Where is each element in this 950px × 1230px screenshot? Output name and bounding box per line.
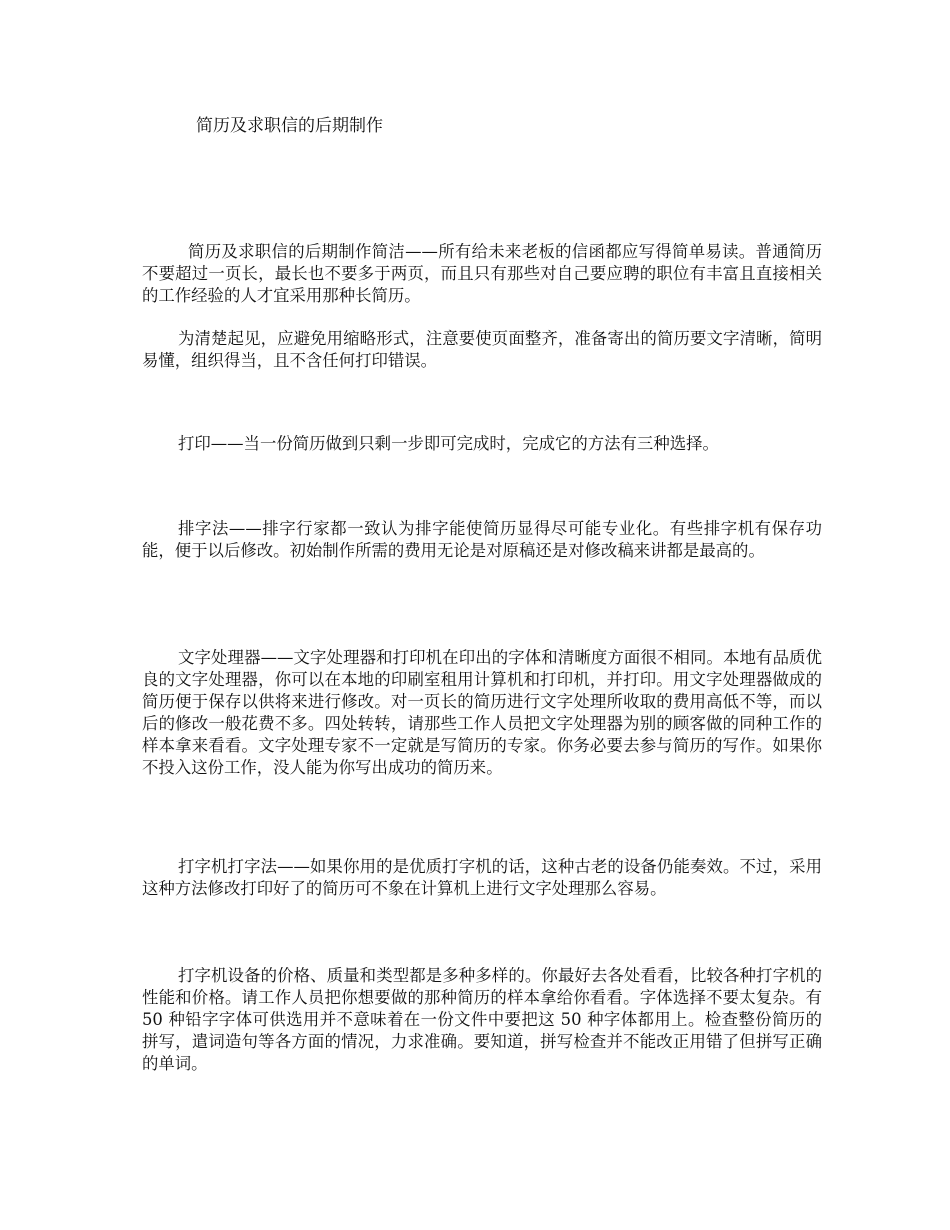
paragraph-intro: 简历及求职信的后期制作简洁——所有给未来老板的信函都应写得简单易读。普通简历不要超过一页长，最长也不要多于两页，而且只有那些对自己要应聘的职位有丰富且直接相关的工作经验的人才宜采用那种长简历。 <box>142 242 822 305</box>
paragraph-typewriter-equipment: 打字机设备的价格、质量和类型都是多种多样的。你最好去各处看看，比较各种打字机的性能和价格。请工作人员把你想要做的那种简历的样本拿给你看看。字体选择不要太复杂。有 50 种铅字字体可供选用并不意味着在一份文件中要把这 50 种字体都用上。检查整份简历的拼写，遣词造句等各方面的情况，力求准确。要知道，拼写检查并不能改正用错了但拼写正确的单词。 <box>142 966 822 1073</box>
document-title: 简历及求职信的后期制作 <box>196 116 383 136</box>
paragraph-typesetting: 排字法——排字行家都一致认为排字能使简历显得尽可能专业化。有些排字机有保存功能，便于以后修改。初始制作所需的费用无论是对原稿还是对修改稿来讲都是最高的。 <box>142 519 822 560</box>
paragraph-typewriter: 打字机打字法——如果你用的是优质打字机的话，这种古老的设备仍能奏效。不过，采用这种方法修改打印好了的简历可不象在计算机上进行文字处理那么容易。 <box>142 857 822 898</box>
paragraph-clarity: 为清楚起见，应避免用缩略形式，注意要使页面整齐，准备寄出的简历要文字清晰，简明易懂，组织得当，且不含任何打印错误。 <box>142 329 822 370</box>
paragraph-word-processor: 文字处理器——文字处理器和打印机在印出的字体和清晰度方面很不相同。本地有品质优良的文字处理器，你可以在本地的印刷室租用计算机和打印机，并打印。用文字处理器做成的简历便于保存以供将来进行修改。对一页长的简历进行文字处理所收取的费用高低不等，而以后的修改一般花费不多。四处转转，请那些工作人员把文字处理器为别的顾客做的同种工作的样本拿来看看。文字处理专家不一定就是写简历的专家。你务必要去参与简历的写作。如果你不投入这份工作，没人能为你写出成功的简历来。 <box>142 648 822 777</box>
paragraph-printing: 打印——当一份简历做到只剩一步即可完成时，完成它的方法有三种选择。 <box>178 434 719 453</box>
